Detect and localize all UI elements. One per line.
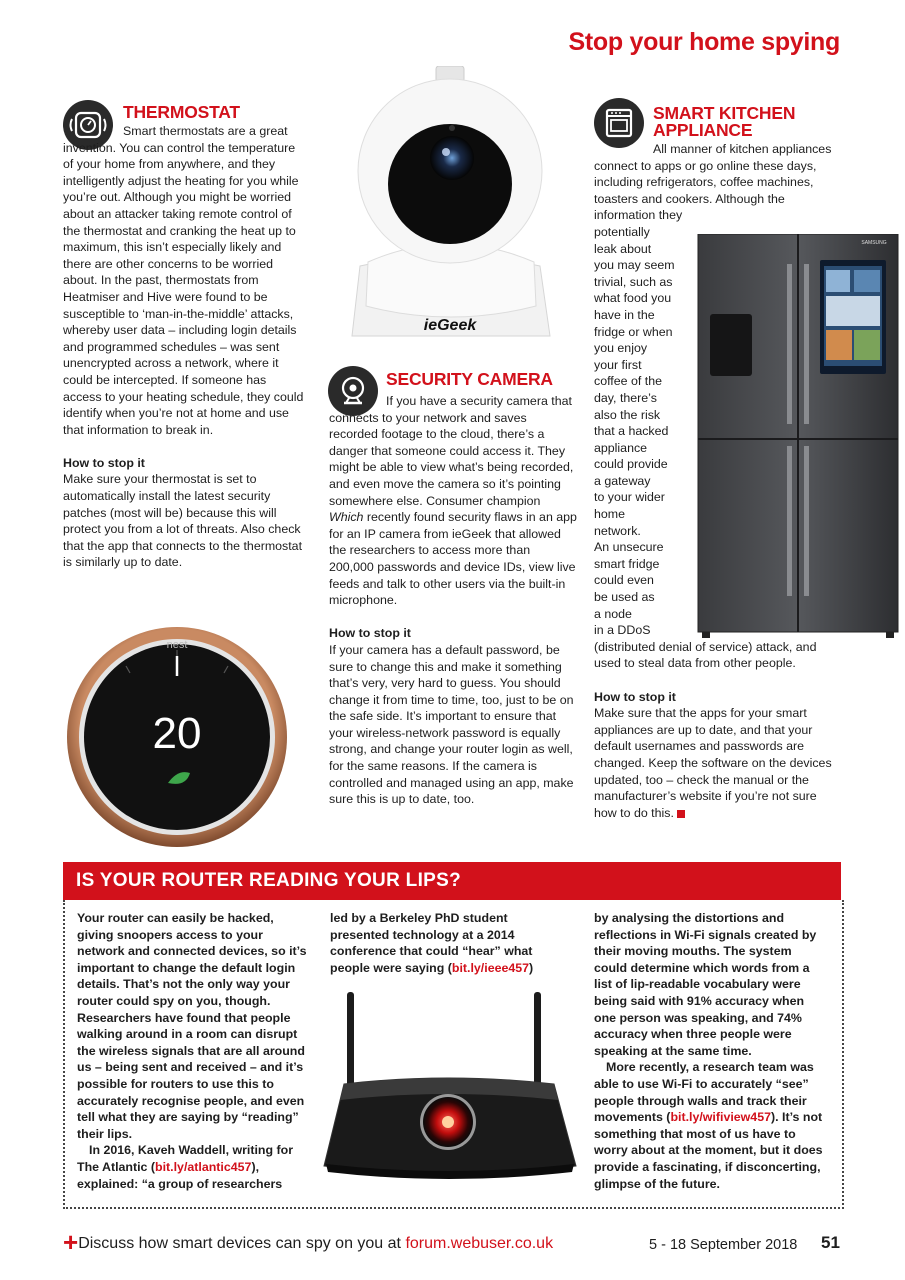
ieee-link[interactable]: bit.ly/ieee457 xyxy=(451,960,530,975)
kitchen-wrap-line: potentially xyxy=(594,224,650,239)
atlantic-link[interactable]: bit.ly/atlantic457 xyxy=(155,1159,252,1174)
thermostat-section xyxy=(63,104,308,571)
samsung-logo: SAMSUNG xyxy=(861,240,887,246)
router-banner-title: IS YOUR ROUTER READING YOUR LIPS? xyxy=(76,870,462,891)
security-camera-image xyxy=(340,66,562,346)
security-camera-how-text: If your camera has a default password, be sure to change this and make it something that’s very, very hard to guess. You should change it from time to time, too, just to be on the safe side. It’s important to ensure that your wireless-network password is equally strong, and change your router login as well, for the same reasons. If the camera is controlled and managed using an app, make sure this is up to date, too. xyxy=(329,642,574,807)
kitchen-wrap-line: smart fridge xyxy=(594,556,660,571)
forum-link[interactable]: forum.webuser.co.uk xyxy=(405,1235,554,1252)
page-title: Stop your home spying xyxy=(568,28,840,56)
thermostat-intro: Smart thermostats are a great invention. You can control the temperature of your home from anywhere, and they intelligently adjust the heating for you while you’re out. Although you might be worried about an attacker taking remote control of the thermostat and cranking the heat up to maximum, this isn’t especially likely and there are other concerns to be worried about. In the past, thermostats from Heatmiser and Hive were found to be susceptible to ‘man-in-the-middle’ attacks, whereby user data – including login details and programmed schedules – was sent unencrypted across a network, where it could be intercepted. If someone has access to your heating schedule, they could identify when you’re not at home and use that information to break in. xyxy=(63,124,304,437)
kitchen-wrap-line: trivial, such as xyxy=(594,274,673,289)
security-camera-how-heading: How to stop it xyxy=(329,626,411,641)
kitchen-wrap-line: could provide xyxy=(594,457,668,472)
kitchen-how-heading: How to stop it xyxy=(594,689,676,704)
security-camera-intro: If you have a security camera that connects to your network and saves recorded footage to the cloud, there’s a danger that someone could access it. They might be able to view what’s being recorded, and even move the camera so it’s pointing somewhere else. Consumer champion Which recently found security flaws in an app for an IP camera from ieGeek that allowed the researchers to access more than 200,000 passwords and device IDs, view live feeds and talk to other users via the built-in microphone. xyxy=(329,394,577,608)
kitchen-wrap-line: appliance xyxy=(594,440,648,455)
kitchen-how-text: Make sure that the apps for your smart appliances are up to date, and that your default usernames and passwords are changed. Keep the software on the devices updated, too – check the manual or the manufacturer’s website if you’re not sure how to do this. xyxy=(594,706,832,820)
router-image xyxy=(318,988,582,1186)
router-col3-p1: by analysing the distortions and reflections in Wi-Fi signals created by their moving mouths. The system could determine which words from a list of lip-readable vocabulary were being said with 91% accuracy when one person was speaking, and 74% accuracy when three people were speaking at the same time. xyxy=(594,911,817,1058)
kitchen-intro: All manner of kitchen appliances connect to apps or go online these days, including refrigerators, coffee machines, toasters and cookers. Although the information they xyxy=(594,142,832,223)
thermostat-title: THERMOSTAT xyxy=(123,102,240,122)
kitchen-tail: (distributed denial of service) attack, and used to steal data from other people. xyxy=(594,639,817,671)
thermostat-how-heading: How to stop it xyxy=(63,455,145,470)
nest-temperature: 20 xyxy=(152,709,202,758)
kitchen-wrap-line: in a DDoS xyxy=(594,623,651,638)
kitchen-wrap-line: you enjoy xyxy=(594,341,648,356)
kitchen-wrap-line: home xyxy=(594,507,625,522)
security-camera-section xyxy=(329,371,577,808)
kitchen-wrap-line: leak about xyxy=(594,241,652,256)
kitchen-wrap-line: to your wider xyxy=(594,490,665,505)
kitchen-wrap-line: coffee of the xyxy=(594,374,662,389)
router-col3-p2: More recently, a research team was able to use Wi-Fi to accurately “see” people through walls and track their movements (bit.ly/wifiview457). It’s not something that most of us have to worry about at the moment, but it does provide a fascinating, if disconcerting, glimpse of the future. xyxy=(594,1060,823,1191)
kitchen-wrap-line: have in the xyxy=(594,307,655,322)
kitchen-wrap-line: that a hacked xyxy=(594,424,669,439)
nest-logo: nest xyxy=(166,639,188,651)
router-col-3 xyxy=(594,910,828,1192)
kitchen-wrap-line: could even xyxy=(594,573,654,588)
router-banner xyxy=(63,862,841,900)
nest-thermostat-image xyxy=(66,626,288,848)
kitchen-wrap-line: a node xyxy=(594,606,632,621)
kitchen-wrap-line: An unsecure xyxy=(594,540,664,555)
kitchen-wrap-line: fridge or when xyxy=(594,324,673,339)
footer-date: 5 - 18 September 2018 xyxy=(649,1237,798,1253)
router-col1-p1: Your router can easily be hacked, giving snoopers access to your network and connected devices, so it’s important to change the default login details. That’s not the only way your router could spy on you, though. Researchers have found that people walking around in a room can disrupt the wireless signals that are all around us – being sent and received – and it’s possible for routers to use this to accurately recognise people, and even tell what they are saying by “reading” their lips. xyxy=(77,911,307,1141)
kitchen-wrap-line: what food you xyxy=(594,291,672,306)
footer-discuss: +Discuss how smart devices can spy on you at forum.webuser.co.uk xyxy=(63,1227,554,1257)
iegeek-logo: ieGeek xyxy=(423,317,477,334)
kitchen-wrap-line: you may seem xyxy=(594,258,675,273)
kitchen-wrap-line: be used as xyxy=(594,590,655,605)
router-col1-p2: In 2016, Kaveh Waddell, writing for The Atlantic (bit.ly/atlantic457), explained: “a group of researchers xyxy=(77,1143,294,1191)
kitchen-title: SMART KITCHEN APPLIANCE xyxy=(653,103,796,140)
page-number: 51 xyxy=(821,1233,840,1252)
kitchen-wrap-line: a gateway xyxy=(594,473,651,488)
router-col-1 xyxy=(77,910,313,1192)
plus-icon: + xyxy=(63,1227,79,1257)
smart-fridge-image xyxy=(696,234,902,638)
kitchen-wrap-line: network. xyxy=(594,523,641,538)
wifiview-link[interactable]: bit.ly/wifiview457 xyxy=(670,1110,771,1125)
thermostat-how-text: Make sure your thermostat is set to automatically install the latest security patches (most will be) because this will protect you from a lot of threats. Also check that the app that connects to the thermostat is similarly up to date. xyxy=(63,472,303,570)
router-col2-p: led by a Berkeley PhD student presented technology at a 2014 conference that could “hear” what people were saying (bit.ly/ieee457) xyxy=(330,911,534,975)
security-camera-title: SECURITY CAMERA xyxy=(386,369,553,389)
router-col-2 xyxy=(330,910,558,976)
kitchen-wrap-line: day, there’s xyxy=(594,390,657,405)
end-mark-icon xyxy=(677,810,685,818)
kitchen-wrap-line: also the risk xyxy=(594,407,661,422)
kitchen-wrap-line: your first xyxy=(594,357,642,372)
